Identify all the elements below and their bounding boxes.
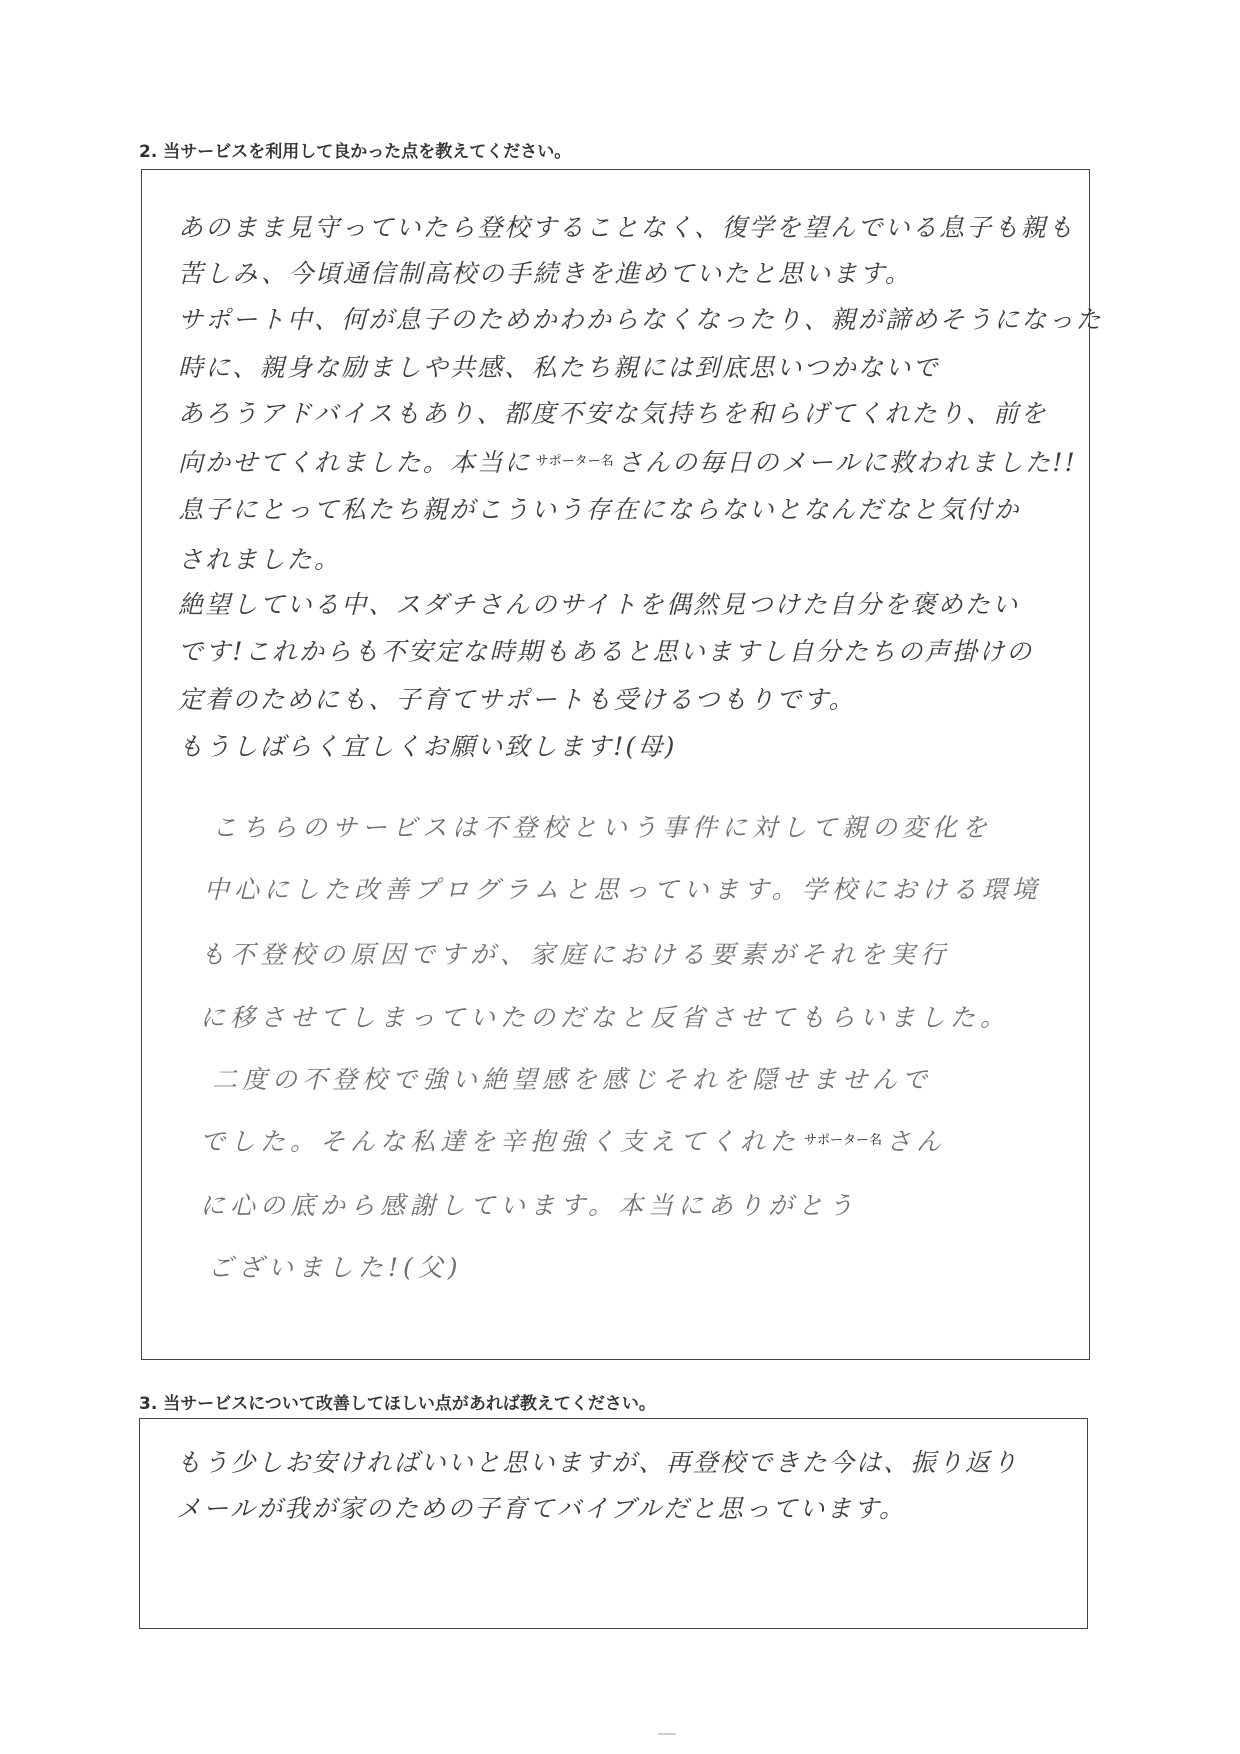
mother-comment-text: 向かせてくれました。本当に [178,448,532,477]
question-2-answer-box [141,169,1103,1360]
mother-comment-line [178,443,1077,479]
father-comment-line: も不登校の原因ですが、家庭における要素がそれを実行 [200,940,951,969]
father-comment-text: でした。そんな私達を辛抱強く支えてくれた [200,1127,801,1156]
supporter-name-stamp: サポーター名 [535,454,614,469]
father-comment-line: に心の底から感謝しています。本当にありがとう [200,1191,859,1220]
father-comment-line: 二度の不登校で強い絶望感を感じそれを隠せませんで [212,1065,933,1094]
father-comment-line: に移させてしまっていたのだなと反省させてもらいました。 [200,1003,1011,1032]
improvement-comment-line: メールが我が家のための子育てバイブルだと思っています。 [176,1494,907,1523]
question-2-heading: 2. 当サービスを利用して良かった点を教えてください。 [139,142,572,162]
father-comment-line: ございました!(父) [208,1253,463,1282]
father-comment-line: こちらのサービスは不登校という事件に対して親の変化を [212,813,993,842]
question-3-heading: 3. 当サービスについて改善してほしい点があれば教えてください。 [139,1394,656,1414]
improvement-comment-line: もう少しお安ければいいと思いますが、再登校できた今は、振り返り [176,1448,1020,1477]
father-comment-line: 中心にした改善プログラムと思っています。学校における環境 [204,875,1042,904]
scan-artifact [658,1733,676,1735]
mother-comment-line: です!これからも不安定な時期もあると思いますし自分たちの声掛けの [178,637,1034,666]
question-3-answer-box [139,1418,1088,1629]
mother-comment-line: 時に、親身な励ましや共感、私たち親には到底思いつかないで [178,353,940,382]
mother-comment-line: されました。 [178,545,342,574]
mother-comment-line: 苦しみ、今頃通信制高校の手続きを進めていたと思います。 [178,259,912,288]
mother-comment-text: さんの毎日のメールに救われました!! [617,448,1077,477]
father-comment-line [200,1122,946,1158]
mother-comment-line: 息子にとって私たち親がこういう存在にならないとなんだなと気付か [178,495,1021,524]
mother-comment-line: もうしばらく宜しくお願い致します!(母) [178,732,677,761]
mother-comment-line: 定着のためにも、子育てサポートも受けるつもりです。 [178,685,856,714]
supporter-name-stamp: サポーター名 [804,1133,883,1148]
father-comment-text: さん [886,1127,947,1156]
mother-comment-line: あのまま見守っていたら登校することなく、復学を望んでいる息子も親も [178,213,1076,242]
mother-comment-line: 絶望している中、スダチさんのサイトを偶然見つけた自分を褒めたい [178,590,1020,619]
mother-comment-line: サポート中、何が息子のためかわからなくなったり、親が諦めそうになった [178,305,1103,334]
mother-comment-line: あろうアドバイスもあり、都度不安な気持ちを和らげてくれたり、前を [178,399,1048,428]
